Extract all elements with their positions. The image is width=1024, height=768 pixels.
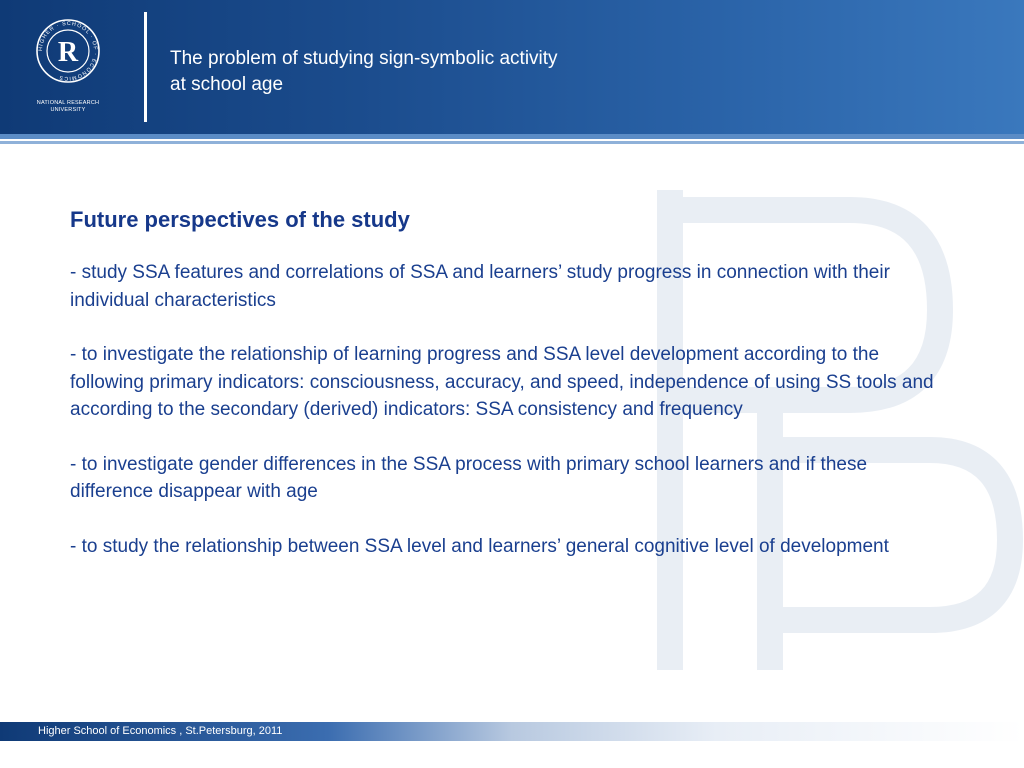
footer-text: Higher School of Economics , St.Petersburg, 2011	[38, 725, 283, 737]
logo-ring-text: HIGHER · SCHOOL · OF · ECONOMICS	[37, 20, 99, 82]
slide-title-line1: The problem of studying sign-symbolic activity	[170, 48, 558, 69]
slide-title	[170, 46, 690, 98]
section-heading: Future perspectives of the study	[70, 207, 410, 232]
logo-caption-line1: NATIONAL RESEARCH	[36, 100, 100, 106]
university-logo	[35, 18, 101, 84]
paragraph-3: - to investigate gender differences in the SSA process with primary school learners and if these difference disappear with age	[70, 453, 868, 502]
main-content	[70, 205, 950, 587]
header-divider	[144, 12, 147, 122]
logo-caption-line2: UNIVERSITY	[50, 107, 86, 113]
logo-caption	[28, 100, 108, 114]
logo-glyph: R	[57, 37, 79, 68]
paragraph-4: - to study the relationship between SSA level and learners’ general cognitive level of development	[70, 535, 889, 557]
footer-bar	[0, 722, 1024, 741]
slide-title-line2: at school age	[170, 74, 284, 95]
paragraph-2: - to investigate the relationship of learning progress and SSA level development according to the following primary indicators: consciousness, accuracy, and speed, independence of using SS tools and according to the secondary (derived) indicators: SSA consistency and frequency	[70, 344, 934, 420]
paragraph-1: - study SSA features and correlations of SSA and learners’ study progress in connection with their individual characteristics	[70, 262, 890, 311]
header-stripe-light	[0, 141, 1024, 144]
